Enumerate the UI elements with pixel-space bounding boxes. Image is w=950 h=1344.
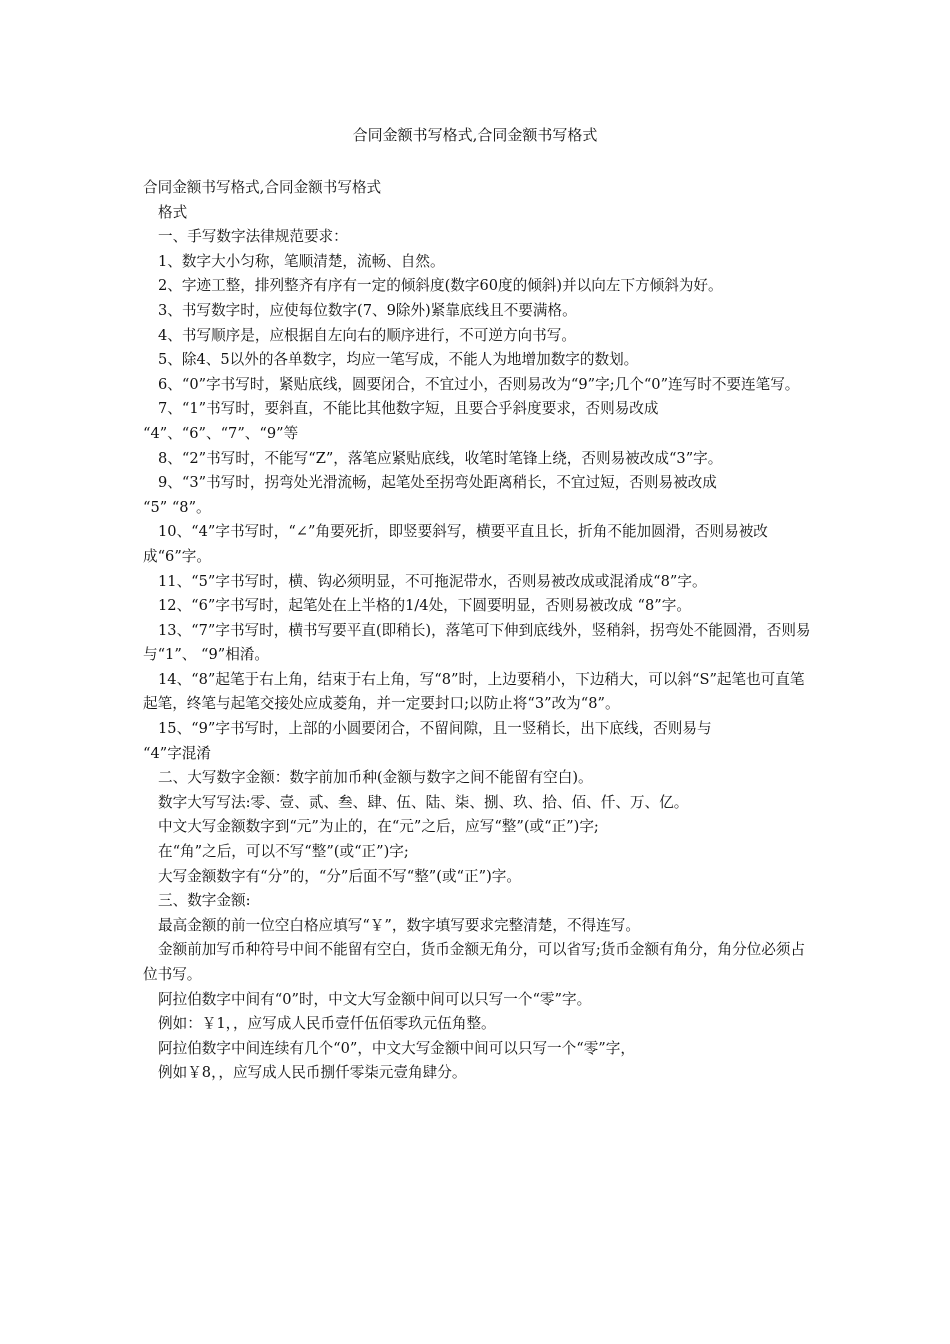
paragraph: 一、手写数字法律规范要求： bbox=[158, 228, 348, 246]
paragraph: 格式 bbox=[158, 203, 188, 221]
paragraph: 三、数字金额: bbox=[158, 892, 251, 910]
document-body bbox=[143, 176, 811, 1086]
paragraph: “5” “8”。 bbox=[143, 498, 211, 516]
paragraph: 4、书写顺序是，应根据自左向右的顺序进行，不可逆方向书写。 bbox=[158, 326, 576, 344]
paragraph: 例如￥8，，应写成人民币捌仟零柒元壹角肆分。 bbox=[158, 1064, 467, 1082]
paragraph: 14、“8”起笔于右上角，结束于右上角，写“8”时，上边要稍小，下边稍大，可以斜“S”起笔也可直笔起笔，终笔与起笔交接处应成菱角，并一定要封口;以防止将“3”改为“8”。 bbox=[143, 670, 805, 713]
paragraph: 1、数字大小匀称，笔顺清楚，流畅、自然。 bbox=[158, 252, 445, 270]
paragraph: 12、“6”字书写时，起笔处在上半格的1/4处，下圆要明显，否则易被改成 “8”字。 bbox=[158, 597, 691, 615]
paragraph: 金额前加写币种符号中间不能留有空白，货币金额无角分，可以省写;货币金额有角分，角分位必须占位书写。 bbox=[143, 941, 806, 983]
paragraph: 合同金额书写格式,合同金额书写格式 bbox=[143, 179, 382, 196]
document-title: 合同金额书写格式,合同金额书写格式 bbox=[352, 126, 598, 144]
paragraph: 二、大写数字金额：数字前加币种(金额与数字之间不能留有空白)。 bbox=[158, 769, 593, 787]
paragraph: “4”字混淆 bbox=[143, 744, 211, 762]
paragraph: 阿拉伯数字中间连续有几个“0”，中文大写金额中间可以只写一个“零”字， bbox=[158, 1039, 635, 1057]
paragraph: 5、除4、5以外的各单数字，均应一笔写成，不能人为地增加数字的数划。 bbox=[158, 351, 639, 369]
paragraph: 中文大写金额数字到“元”为止的，在“元”之后，应写“整”(或“正”)字; bbox=[158, 818, 599, 836]
paragraph: 阿拉伯数字中间有“0”时，中文大写金额中间可以只写一个“零”字。 bbox=[158, 990, 592, 1008]
paragraph: 大写金额数字有“分”的，“分”后面不写“整”(或“正”)字。 bbox=[158, 867, 521, 885]
paragraph: 7、“1”书写时，要斜直，不能比其他数字短，且要合乎斜度要求，否则易改成 bbox=[158, 400, 659, 418]
paragraph: 数字大写写法:零、壹、贰、叁、肆、伍、陆、柒、捌、玖、拾、佰、仟、万、亿。 bbox=[158, 793, 689, 811]
paragraph: 15、“9”字书写时，上部的小圆要闭合，不留间隙，且一竖稍长，出下底线，否则易与 bbox=[158, 720, 712, 738]
paragraph: 例如：￥1，，应写成人民币壹仟伍佰零玖元伍角整。 bbox=[158, 1015, 496, 1033]
paragraph: 6、“0”字书写时，紧贴底线，圆要闭合，不宜过小，否则易改为“9”字;几个“0”连写时不要连笔写。 bbox=[158, 375, 800, 393]
paragraph: 9、“3”书写时，拐弯处光滑流畅，起笔处至拐弯处距离稍长，不宜过短，否则易被改成 bbox=[158, 474, 717, 492]
paragraph: 3、书写数字时，应使每位数字(7、9除外)紧靠底线且不要满格。 bbox=[158, 301, 577, 319]
paragraph: 13、“7”字书写时，横书写要平直(即稍长)，落笔可下伸到底线外，竖稍斜，拐弯处不能圆滑，否则易与“1”、 “9”相淆。 bbox=[143, 621, 811, 664]
paragraph: 8、“2”书写时，不能写“Z”，落笔应紧贴底线，收笔时笔锋上绕，否则易被改成“3”字。 bbox=[158, 449, 723, 467]
paragraph: 最高金额的前一位空白格应填写“￥”，数字填写要求完整清楚，不得连写。 bbox=[158, 916, 640, 934]
paragraph: 在“角”之后，可以不写“整”(或“正”)字; bbox=[158, 843, 409, 861]
paragraph: 10、“4”字书写时，“∠”角要死折，即竖要斜写，横要平直且长，折角不能加圆滑，否则易被改成“6”字。 bbox=[143, 523, 768, 565]
paragraph: 11、“5”字书写时，横、钩必须明显，不可拖泥带水，否则易被改成或混淆成“8”字。 bbox=[158, 572, 707, 590]
paragraph: “4”、“6”、“7”、“9”等 bbox=[143, 424, 299, 442]
paragraph: 2、字迹工整，排列整齐有序有一定的倾斜度(数字60度的倾斜)并以向左下方倾斜为好。 bbox=[158, 277, 723, 295]
